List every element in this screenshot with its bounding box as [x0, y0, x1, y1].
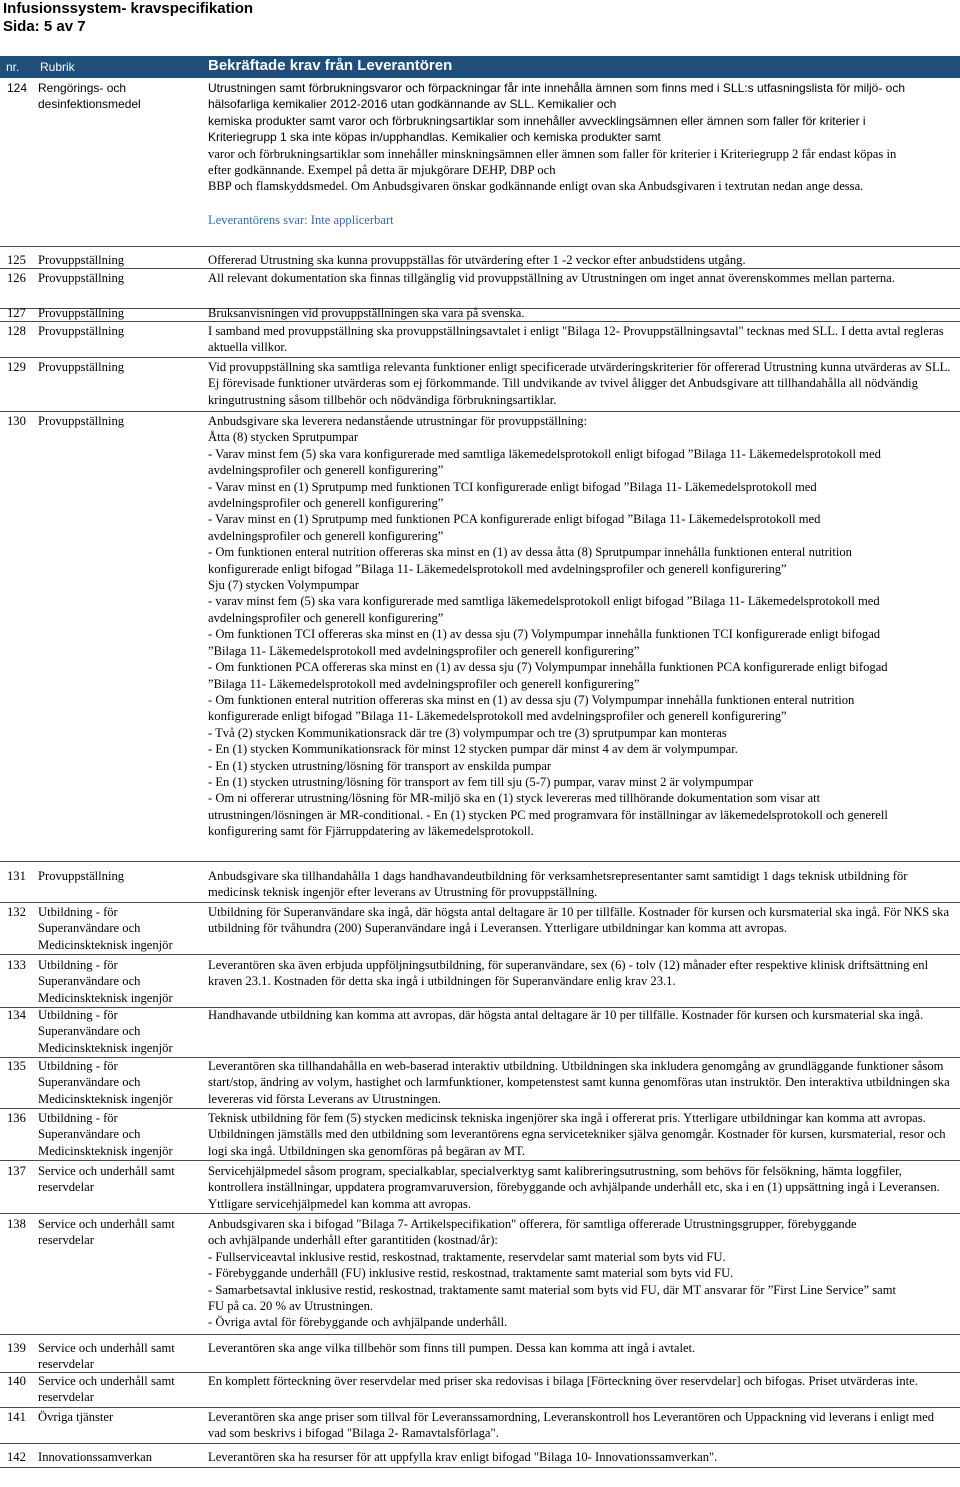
text-line: - Förebyggande underhåll (FU) inklusive restid, reskostnad, traktamente samt material som byts vid FU. — [208, 1266, 734, 1281]
text-line: - Fullserviceavtal inklusive restid, reskostnad, traktamente, reservdelar samt material som byts vid FU. — [208, 1249, 726, 1264]
text-line: - Samarbetsavtal inklusive restid, reskostnad, traktamente samt material som byts vid FU, där MT ansvarar för ”First Line Service” samt — [208, 1282, 897, 1297]
table-row — [0, 323, 960, 358]
row-text: Servicehjälpmedel såsom program, specialkablar, specialverktyg samt kalibreringsutrustning, som behövs för felsökning, hämta loggfiler, kontrollera inställningar, uppdatera programvaruversion, förebyggande och avhjälpande underhåll etc, ska i en (1) uppsättning ingå i Leveransen. Yttligare servicehjälpmedel kan komma att avropas. — [208, 1164, 940, 1211]
supplier-answer: Leverantörens svar: Inte applicerbart — [208, 212, 394, 227]
row-text: En komplett förteckning över reservdelar med priser ska redovisas i bilaga [Förteckning över reservdelar] och bifogas. Priset utvärderas inte. — [208, 1374, 918, 1388]
document-title: Infusionssystem- kravspecifikation — [3, 0, 254, 17]
row-rubrik: Service och underhåll samt reservdelar — [38, 1164, 175, 1195]
text-line: Utrustningen samt förbrukningsvaror och förpackningar får inte innehålla ämnen som finns med i SLL:s utfasningslista för miljö- och — [208, 81, 906, 95]
text-line: - Om ni offererar utrustning/lösning för MR-miljö ska en (1) styck levereras med tillhörande dokumentation som visar att — [208, 791, 821, 806]
text-line: - Om funktionen TCI offereras ska minst en (1) av dessa sju (7) Volympumpar innehålla funktionen TCI konfigurerade enligt bifogad — [208, 627, 881, 642]
text-line: BBP och flamskyddsmedel. Om Anbudsgivaren önskar godkännande enligt ovan ska Anbudsgivaren i textrutan nedan ange dessa. — [208, 179, 864, 194]
table-row — [0, 1340, 960, 1373]
row-rubrik: Provuppställning — [38, 869, 125, 883]
row-nr: 129 — [7, 360, 26, 374]
row-text: Leverantören ska ange vilka tillbehör som finns till pumpen. Dessa kan komma att ingå i avtalet. — [208, 1341, 696, 1355]
row-nr: 124 — [7, 81, 28, 95]
header-main: Bekräftade krav från Leverantören — [208, 57, 453, 74]
row-text: Bruksanvisningen vid provuppställningen ska vara på svenska. — [208, 306, 525, 320]
row-nr: 127 — [7, 306, 26, 320]
text-line: - Om funktionen enteral nutrition offereras ska minst en (1) av dessa åtta (8) Sprutpumpar innehålla funktionen enteral nutrition — [208, 545, 852, 560]
text-line: ”Bilaga 11- Läkemedelsprotokoll med avdelningsprofiler och generell konfigurering” — [208, 643, 640, 658]
text-line: Anbudsgivare ska leverera nedanstående utrustningar för provuppställning: — [208, 414, 588, 428]
text-line: - Övriga avtal för förebyggande och avhjälpande underhåll. — [208, 1315, 508, 1330]
table-row — [0, 413, 960, 862]
row-nr: 133 — [7, 958, 26, 972]
table-header — [0, 56, 960, 78]
table-row — [0, 1373, 960, 1408]
text-line: Åtta (8) stycken Sprutpumpar — [208, 430, 359, 445]
row-rubrik: Provuppställning — [38, 306, 125, 320]
text-line: efter godkännande. Exempel på detta är mjukgörare DEHP, DBP och — [208, 163, 556, 178]
text-line: - Två (2) stycken Kommunikationsrack där tre (3) volympumpar och tre (3) sprutpumpar kan monteras — [208, 725, 727, 740]
row-rubrik: Utbildning - för Superanvändare och Medicinskteknisk ingenjör — [38, 1008, 173, 1055]
table-row — [0, 1110, 960, 1161]
text-line: varor och förbrukningsartiklar som innehåller minskningsämnen eller ämnen som faller för kriterier i Kriteriegrupp 2 får endast köpas in — [208, 146, 897, 161]
row-rubrik: Provuppställning — [38, 360, 125, 374]
row-nr: 142 — [7, 1450, 26, 1464]
row-nr: 135 — [7, 1059, 26, 1073]
row-nr: 134 — [7, 1008, 26, 1022]
row-text — [208, 80, 953, 228]
row-text: Vid provuppställning ska samtliga relevanta funktioner enligt specificerade utvärderingskriterier för offererad Utrustning kunna utvärderas av SLL. Ej förevisade funktioner utvärderas som ej förkommande. Till undvikande av tvivel åligger det Anbudsgivare att tillhandahålla all nödvändig kringutrustning såsom tillbehör och nödvändiga förbrukningsartiklar. — [208, 360, 951, 407]
row-rubrik: Service och underhåll samt reservdelar — [38, 1217, 175, 1248]
table-row — [0, 1163, 960, 1214]
row-nr: 126 — [7, 271, 26, 285]
row-rubrik: Provuppställning — [38, 324, 125, 338]
text-line: - Varav minst en (1) Sprutpump med funktionen PCA konfigurerade enligt bifogad ”Bilaga 11- Läkemedelsprotokoll med — [208, 512, 821, 527]
row-text: Teknisk utbildning för fem (5) stycken medicinsk tekniska ingenjörer ska ingå i offererat pris. Ytterligare utbildningar kan komma att avropas. Utbildningen jämställs med den utbildning som leverantörens egna servicetekniker själva genomgår. Kostnader för kursen, kursmaterial, resor och logi ska ingå. Utbildningen ska genomföras på begäran av MT. — [208, 1111, 946, 1158]
row-rubrik: Utbildning - för Superanvändare och Medicinskteknisk ingenjör — [38, 1111, 173, 1158]
row-rubrik: Övriga tjänster — [38, 1410, 114, 1424]
table-row — [0, 305, 960, 322]
table-row — [0, 252, 960, 269]
row-rubrik: Provuppställning — [38, 414, 125, 428]
table-row — [0, 1007, 960, 1058]
row-text: Anbudsgivare ska tillhandahålla 1 dags handhavandeutbildning för verksamhetsrepresentanter samt samtidigt 1 dags teknisk utbildning för medicinsk teknisk ingenjör efter leverans av Utrustning för provuppställning. — [208, 869, 908, 900]
row-text — [208, 1216, 953, 1331]
text-line: - En (1) stycken utrustning/lösning för transport av enskilda pumpar — [208, 758, 552, 773]
row-text: Handhavande utbildning kan komma att avropas, där högsta antal deltagare är 10 per tillfälle. Kostnader för kursen och kursmaterial ska ingå. — [208, 1008, 924, 1022]
table-row — [0, 270, 960, 309]
row-text: Leverantören ska ange priser som tillval för Leveranssamordning, Leveranskontroll hos Leverantören och Uppackning vid leverans i enligt med vad som beskrivs i bifogad "Bilaga 2- Ramavtalsförlaga". — [208, 1410, 935, 1441]
header-nr: nr. — [6, 60, 20, 74]
text-line: hälsofarliga kemikalier 2012-2016 utan godkännande av SLL. Kemikalier och — [208, 97, 617, 112]
row-text: Leverantören ska ha resurser för att uppfylla krav enligt bifogad "Bilaga 10- Innovationssamverkan". — [208, 1450, 718, 1464]
row-rubrik: Utbildning - för Superanvändare och Medicinskteknisk ingenjör — [38, 1059, 173, 1106]
row-rubrik: Rengörings- och desinfektionsmedel — [38, 81, 141, 112]
row-rubrik: Provuppställning — [38, 271, 125, 285]
text-line: Kriteriegrupp 1 ska inte köpas in/upphandlas. Kemikalier och kemiska produkter samt — [208, 130, 661, 145]
table-row — [0, 1449, 960, 1468]
row-rubrik: Utbildning - för Superanvändare och Medicinskteknisk ingenjör — [38, 905, 173, 952]
text-line: avdelningsprofiler och generell konfigurering” — [208, 528, 444, 543]
text-line: avdelningsprofiler och generell konfigurering” — [208, 463, 444, 478]
text-line: - En (1) stycken Kommunikationsrack för minst 12 stycken pumpar där minst 4 av dem är volympumpar. — [208, 742, 738, 757]
text-line: kemiska produkter samt varor och förbrukningsartiklar som innehåller avvecklingsämnen eller ämnen som faller för kriterier i — [208, 113, 866, 128]
text-line: Anbudsgivaren ska i bifogad "Bilaga 7- Artikelspecifikation" offerera, för samtliga offererade Utrustningsgrupper, förebyggande — [208, 1217, 857, 1231]
row-text — [208, 413, 953, 840]
row-nr: 141 — [7, 1410, 26, 1424]
text-line: - Om funktionen PCA offereras ska minst en (1) av dessa sju (7) Volympumpar innehålla funktionen PCA konfigurerade enligt bifogad — [208, 660, 888, 675]
text-line: konfigurerade enligt bifogad ”Bilaga 11- Läkemedelsprotokoll med avdelningsprofiler och generell konfigurering” — [208, 561, 787, 576]
row-nr: 128 — [7, 324, 26, 338]
page-number: Sida: 5 av 7 — [3, 18, 86, 35]
row-rubrik: Provuppställning — [38, 253, 125, 267]
text-line: FU på ca. 20 % av Utrustningen. — [208, 1299, 374, 1314]
table-row — [0, 80, 960, 247]
row-nr: 140 — [7, 1374, 26, 1388]
row-rubrik: Innovationssamverkan — [38, 1450, 153, 1464]
row-nr: 137 — [7, 1164, 26, 1178]
text-line: Sju (7) stycken Volympumpar — [208, 578, 360, 593]
row-text: Offererad Utrustning ska kunna provuppställas för utvärdering efter 1 -2 veckor efter anbudstidens utgång. — [208, 253, 746, 267]
table-row — [0, 868, 960, 903]
text-line: konfigurering samt för Fjärruppdatering av läkemedelsprotokoll. — [208, 824, 534, 839]
row-nr: 138 — [7, 1217, 26, 1231]
text-line: - En (1) stycken utrustning/lösning för transport av fem till sju (5-7) pumpar, varav minst 2 är volympumpar — [208, 774, 754, 789]
row-rubrik: Service och underhåll samt reservdelar — [38, 1374, 175, 1405]
text-line: konfigurerade enligt bifogad ”Bilaga 11- Läkemedelsprotokoll med avdelningsprofiler och generell konfigurering” — [208, 709, 787, 724]
table-row — [0, 904, 960, 955]
row-rubrik: Service och underhåll samt reservdelar — [38, 1341, 175, 1372]
row-nr: 132 — [7, 905, 26, 919]
row-nr: 131 — [7, 869, 26, 883]
text-line: - Om funktionen enteral nutrition offereras ska minst en (1) av dessa sju (7) Volympumpar innehålla funktionen enteral nutrition — [208, 692, 855, 707]
text-line: - Varav minst en (1) Sprutpump med funktionen TCI konfigurerade enligt bifogad ”Bilaga 11- Läkemedelsprotokoll med — [208, 479, 817, 494]
row-text: Utbildning för Superanvändare ska ingå, där högsta antal deltagare är 10 per tillfälle. Kostnader för kursen och kursmaterial ska ingå. För NKS ska utbildning för tvåhundra (200) Superanvändare ingå i Leveransen. Ytterligare utbildningar kan komma att avropas. — [208, 905, 950, 936]
row-text: I samband med provuppställning ska provuppställningsavtalet i enligt "Bilaga 12- Provuppställningsavtal" tecknas med SLL. I detta avtal regleras aktuella villkor. — [208, 324, 944, 355]
row-nr: 130 — [7, 414, 26, 428]
row-nr: 136 — [7, 1111, 26, 1125]
document-header — [3, 0, 253, 36]
text-line: ”Bilaga 11- Läkemedelsprotokoll med avdelningsprofiler och generell konfigurering” — [208, 676, 640, 691]
text-line: avdelningsprofiler och generell konfigurering” — [208, 610, 444, 625]
header-rubrik: Rubrik — [40, 60, 75, 74]
text-line: utrustningen/lösningen är MR-conditional. - En (1) stycken PC med programvara för inställningar av läkemedelsprotokoll och generell — [208, 807, 888, 822]
table-row — [0, 1409, 960, 1444]
text-line: avdelningsprofiler och generell konfigurering” — [208, 496, 444, 511]
text-line: - Varav minst fem (5) ska vara konfigurerade med samtliga läkemedelsprotokoll enligt bifogad ”Bilaga 11- Läkemedelsprotokoll med — [208, 446, 881, 461]
row-text: Leverantören ska tillhandahålla en web-baserad interaktiv utbildning. Utbildningen ska inkludera genomgång av grundläggande funktioner såsom start/stop, ändring av volym, hastighet och larmfunktioner, kompetenstest samt kunna genomföras utan instruktör. Den interaktiva utbildningen ska levereras vid första Leverans av Utrustningen. — [208, 1059, 950, 1106]
text-line: och avhjälpande underhåll efter garantitiden (kostnad/år): — [208, 1233, 498, 1248]
table-row — [0, 1058, 960, 1109]
row-text: All relevant dokumentation ska finnas tillgänglig vid provuppställning av Utrustningen om inget annat överenskommes mellan parterna. — [208, 271, 895, 285]
row-text: Leverantören ska även erbjuda uppföljningsutbildning, för superanvändare, sex (6) - tolv (12) månader efter respektive klinisk driftsättning enl kraven 23.1. Kostnaden för detta ska ingå i utbildningen för Superanvändare enlig krav 23.1. — [208, 958, 929, 989]
row-nr: 139 — [7, 1341, 26, 1355]
table-row — [0, 359, 960, 412]
table-row — [0, 957, 960, 1008]
row-rubrik: Utbildning - för Superanvändare och Medicinskteknisk ingenjör — [38, 958, 173, 1005]
table-row — [0, 1216, 960, 1335]
row-nr: 125 — [7, 253, 26, 267]
text-line: - varav minst fem (5) ska vara konfigurerade med samtliga läkemedelsprotokoll enligt bifogad ”Bilaga 11- Läkemedelsprotokoll med — [208, 594, 880, 609]
